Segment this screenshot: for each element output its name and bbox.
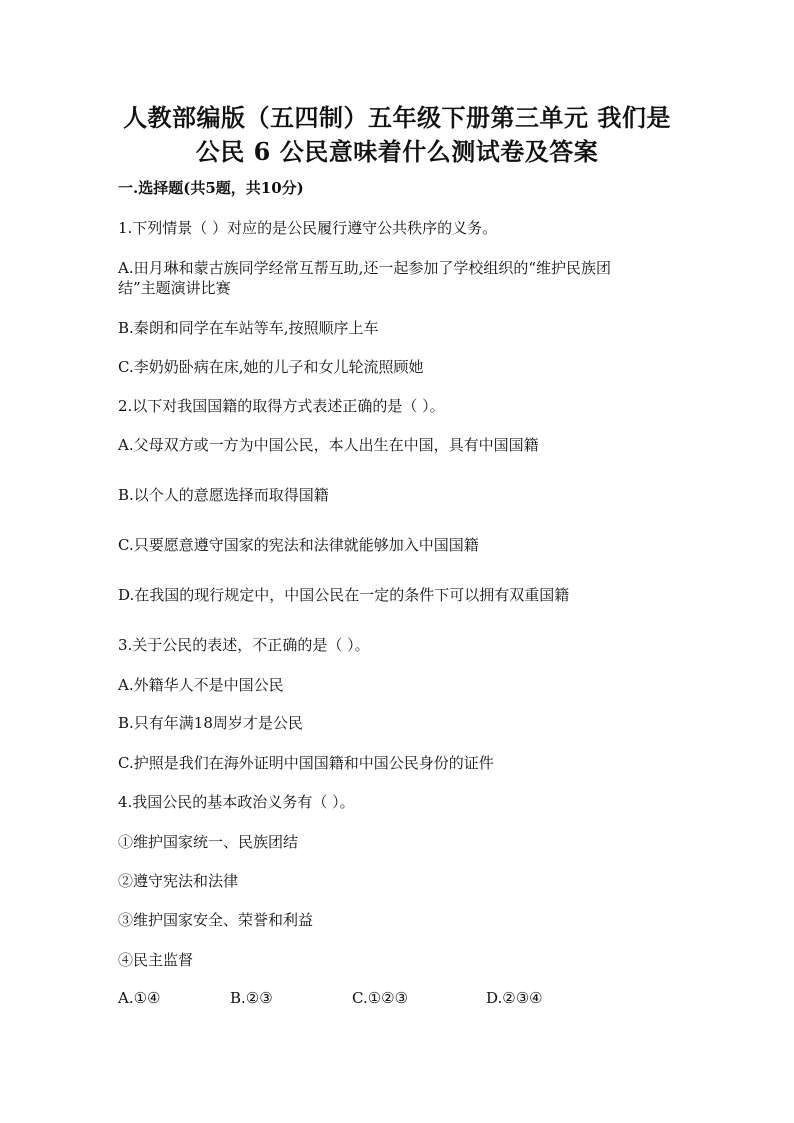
question-3-option-a: A.外籍华人不是中国公民: [118, 676, 284, 694]
question-4-choice-b: B.②③: [230, 989, 273, 1007]
question-3-stem: 3.关于公民的表述，不正确的是（ ）。: [118, 636, 370, 654]
question-2-option-c: C.只要愿意遵守国家的宪法和法律就能够加入中国国籍: [118, 536, 479, 554]
question-1-stem: 1.下列情景（ ）对应的是公民履行遵守公共秩序的义务。: [118, 219, 498, 237]
question-4-item-4: ④民主监督: [118, 951, 194, 969]
question-4-choice-a: A.①④: [118, 989, 161, 1007]
question-4-stem: 4.我国公民的基本政治义务有（ ）。: [118, 793, 355, 811]
question-4-item-3: ③维护国家安全、荣誉和利益: [118, 911, 314, 929]
question-1-option-a-line-1: A.田月琳和蒙古族同学经常互帮互助,还一起参加了学校组织的“维护民族团: [118, 259, 612, 277]
question-3-option-b: B.只有年满18周岁才是公民: [118, 714, 303, 732]
question-1-option-a-line-2: 结”主题演讲比赛: [118, 279, 231, 297]
section-heading: 一.选择题(共5题，共10分): [118, 179, 304, 197]
question-2-option-d: D.在我国的现行规定中，中国公民在一定的条件下可以拥有双重国籍: [118, 586, 570, 604]
question-4-choice-c: C.①②③: [352, 989, 409, 1007]
question-3-option-c: C.护照是我们在海外证明中国国籍和中国公民身份的证件: [118, 754, 494, 772]
question-1-option-c: C.李奶奶卧病在床,她的儿子和女儿轮流照顾她: [118, 358, 424, 376]
question-2-option-b: B.以个人的意愿选择而取得国籍: [118, 486, 329, 504]
question-4-item-1: ①维护国家统一、民族团结: [118, 833, 299, 851]
question-1-option-b: B.秦朗和同学在车站等车,按照顺序上车: [118, 319, 379, 337]
page-title-line-1: 人教部编版（五四制）五年级下册第三单元 我们是: [123, 103, 671, 132]
question-2-stem: 2.以下对我国国籍的取得方式表述正确的是（ ）。: [118, 397, 445, 415]
question-4-choice-d: D.②③④: [486, 989, 543, 1007]
question-4-item-2: ②遵守宪法和法律: [118, 872, 239, 890]
question-2-option-a: A.父母双方或一方为中国公民，本人出生在中国，具有中国国籍: [118, 436, 539, 454]
page-title-line-2: 公民 6 公民意味着什么测试卷及答案: [195, 137, 599, 166]
